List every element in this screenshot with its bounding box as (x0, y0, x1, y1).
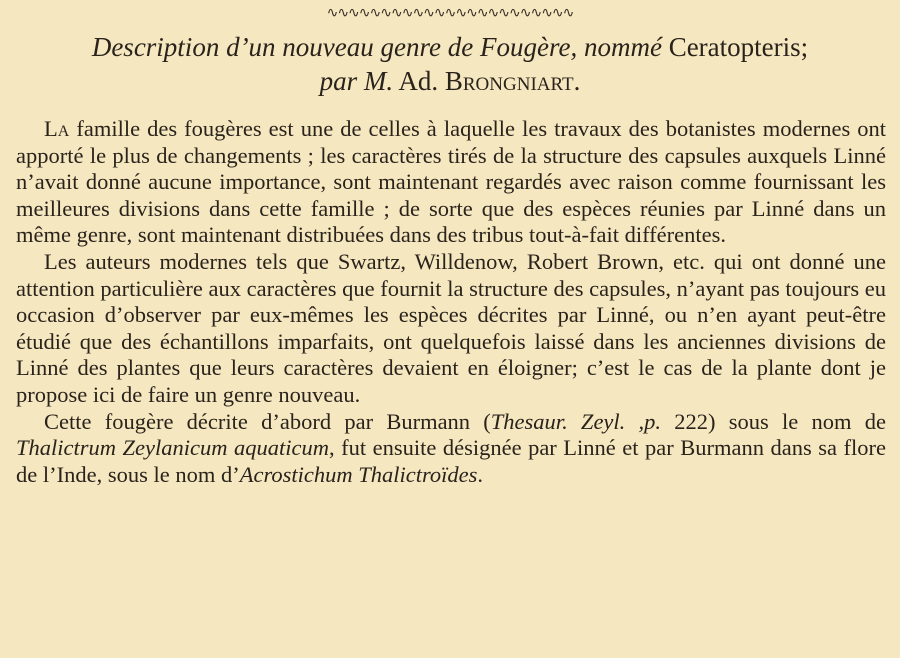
paragraph-3-text-d: . (477, 461, 484, 487)
paragraph-2 (16, 249, 886, 409)
species-name-thalictrum: Thalictrum Zeylanicum aquaticum (16, 435, 329, 461)
article-body (16, 116, 886, 488)
header-ornament: ∿∿∿∿∿∿∿∿∿∿∿∿∿∿∿∿∿∿∿∿∿∿∿ (326, 6, 574, 21)
author-surname: Brongniart. (444, 66, 581, 96)
paragraph-3-text-b: 222) sous le nom de (661, 408, 886, 434)
paragraph-1 (16, 116, 886, 249)
title-line-1 (0, 30, 900, 64)
title-genus: Ceratopteris; (668, 32, 809, 62)
paragraph-3-text-a: Cette fougère décrite d’abord par Burmann ( (44, 408, 491, 434)
species-name-acrostichum: Acrostichum Thalictroïdes (239, 461, 478, 487)
title-line-2 (0, 64, 900, 98)
paragraph-2-text: Les auteurs modernes tels que Swartz, Willdenow, Robert Brown, etc. qui ont donné une attention particulière aux caractères que fournit la structure des capsules, n’ayant pas toujours eu occasion d’observer par eux-mêmes les espèces décrites par Linné, ou n’en ayant peut-être étudié que des échantillons imparfaits, ont quelquefois laissé dans les anciennes divisions de Linné des plantes que leurs caractères devaient en éloigner; c’est le cas de la plante dont je propose ici de faire un genre nouveau. (16, 248, 886, 407)
reference-citation: Thesaur. Zeyl. ,p. (490, 408, 662, 434)
title-italic-text: Description d’un nouveau genre de Fougère, nommé (91, 32, 662, 62)
paragraph-3-text-c: , fut ensuite désignée par Linné et par Burmann dans sa flore de l’Inde, sous le nom d’ (16, 435, 886, 487)
title-by: par (319, 66, 358, 96)
paragraph-1-dropcap: La (44, 116, 70, 141)
author-given: Ad. (398, 66, 439, 96)
paragraph-1-text: famille des fougères est une de celles à laquelle les travaux des botanistes modernes ont apporté le plus de changements ; les caractères tirés de la structure des capsules auxquels Linné n’avait donné aucune importance, sont maintenant regardés avec raison comme fournissant les meilleures divisions dans cette famille ; de sorte que des espèces réunies par Linné dans un même genre, sont maintenant distribuées dans des tribus tout-à-fait différentes. (16, 116, 886, 248)
author-initial: M. (363, 66, 394, 96)
paragraph-3 (16, 409, 886, 489)
article-title (0, 30, 900, 98)
